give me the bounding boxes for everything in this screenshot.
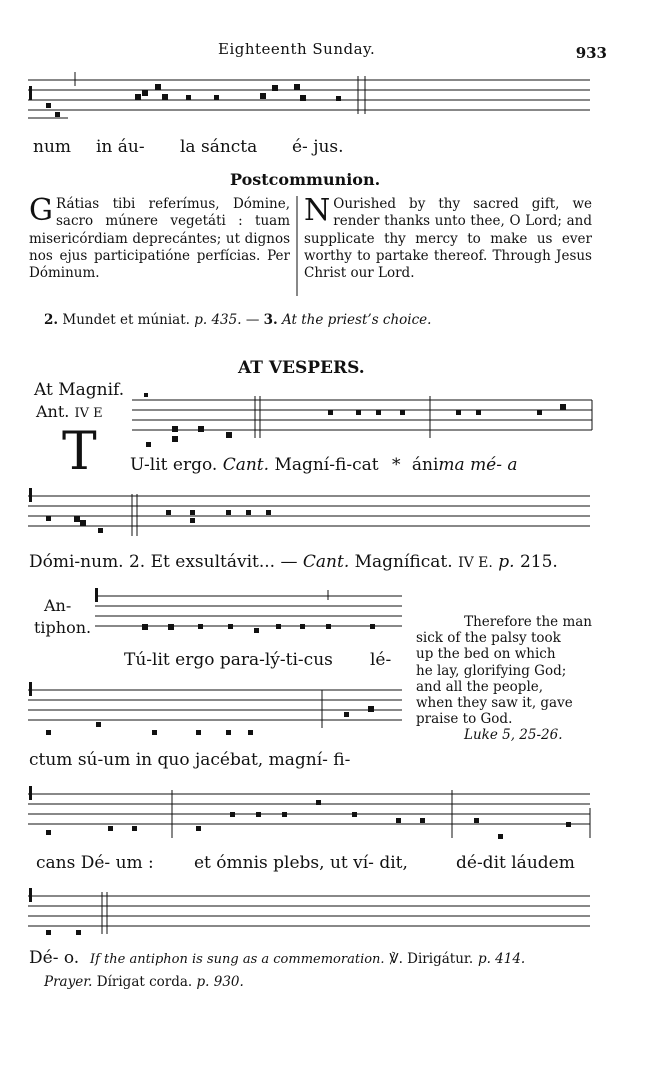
big-initial: T: [62, 422, 97, 482]
lyric: Magníficat.: [354, 552, 453, 572]
postcommunion-latin: [29, 193, 290, 282]
prayer-label: Prayer.: [44, 974, 93, 990]
antiphon-label-2: tiphon.: [34, 618, 92, 637]
lyric: 215.: [519, 552, 558, 572]
lyric: IV E.: [458, 555, 493, 571]
lyric: Cant.: [302, 552, 350, 572]
vespers-lyrics-1: [130, 455, 518, 475]
ant-text: Ant.: [36, 402, 70, 421]
antiphon-lyrics-4: [29, 948, 525, 968]
lyric: lé-: [370, 650, 392, 670]
lyric: p.: [498, 552, 515, 572]
english-text: Ourished by thy sacred gift, we render thanks unto thee, O Lord; and supplicate thy mercy to make us ever worthy to partake thereof. Through Jesus Christ our Lord.: [304, 196, 592, 282]
translation-line: up the bed on which: [416, 646, 556, 663]
scripture-reference: Luke 5, 25-26.: [464, 727, 563, 744]
page-number: 933: [575, 44, 607, 62]
antiphon-lyrics-2: ctum sú-um in quo jacébat, magní- fi-: [29, 750, 351, 770]
fn-text-2: Mundet et múniat.: [62, 312, 190, 328]
vespers-lyrics-2: [29, 552, 558, 572]
lyric: *: [391, 455, 401, 475]
footnote-line: [44, 312, 431, 328]
translation-line: and all the people,: [416, 678, 544, 695]
dropcap-english: N: [304, 193, 331, 228]
fn-num-3: 3.: [263, 312, 278, 328]
prayer-line: [44, 974, 244, 990]
lyric: é- jus.: [292, 137, 344, 157]
lyric: dé-dit láudem: [456, 853, 575, 873]
translation-line: he lay, glorifying God;: [416, 662, 567, 679]
postcommunion-heading: Postcommunion.: [230, 170, 381, 189]
postcommunion-english: [304, 193, 592, 282]
rubric: If the antiphon is sung as a commemoration.: [89, 952, 385, 967]
lyric: in áu-: [96, 137, 145, 157]
dropcap-latin: G: [29, 193, 53, 228]
lyric: la sáncta: [180, 137, 258, 157]
lyric: Cant.: [222, 455, 270, 475]
translation-line: sick of the palsy took: [416, 630, 561, 647]
lyric: áni: [411, 455, 439, 475]
fn-num-2: 2.: [44, 312, 59, 328]
translation-line: when they saw it, gave: [416, 695, 573, 712]
lyric: Dé- o.: [29, 948, 80, 968]
lyric: ma mé- a: [438, 455, 518, 475]
mode-label: IV E: [74, 406, 103, 421]
lyric: U-lit ergo.: [130, 455, 218, 475]
fn-text-3: At the priest’s choice.: [282, 312, 432, 328]
latin-text: Rátias tibi referímus, Dómine, sacro múnere vegetáti : tuam misericórdiam deprecántes; ut dignos nos ejus participatióne perfícias. Per Dóminum.: [29, 196, 290, 282]
translation-line: praise to God.: [416, 711, 513, 728]
prayer-page: p. 930.: [196, 974, 244, 990]
translation-box: [416, 614, 592, 744]
lyric: num: [33, 137, 72, 157]
ant-label: [36, 402, 103, 421]
fn-dash: —: [245, 312, 260, 328]
translation-line: Therefore the man: [464, 614, 592, 630]
prayer-text: Dírigat corda.: [96, 974, 193, 990]
lyric: Magní-fi-cat: [274, 455, 379, 475]
running-title: Eighteenth Sunday.: [218, 40, 376, 58]
antiphon-label-1: An-: [44, 596, 72, 615]
fn-page-2: p. 435.: [194, 312, 242, 328]
lyric: Tú-lit ergo para-lý-ti-cus: [124, 650, 333, 670]
lyric: et ómnis plebs, ut ví- dit,: [194, 853, 408, 873]
page-ref: p. 414.: [477, 951, 526, 967]
lyric: cans Dé- um :: [36, 853, 154, 873]
versicle: ℣. Dirigátur.: [389, 951, 474, 967]
vespers-heading: AT VESPERS.: [238, 358, 365, 378]
lyric: Dómi-num. 2. Et exsultávit... —: [29, 552, 298, 572]
magnif-label: At Magnif.: [34, 380, 125, 400]
